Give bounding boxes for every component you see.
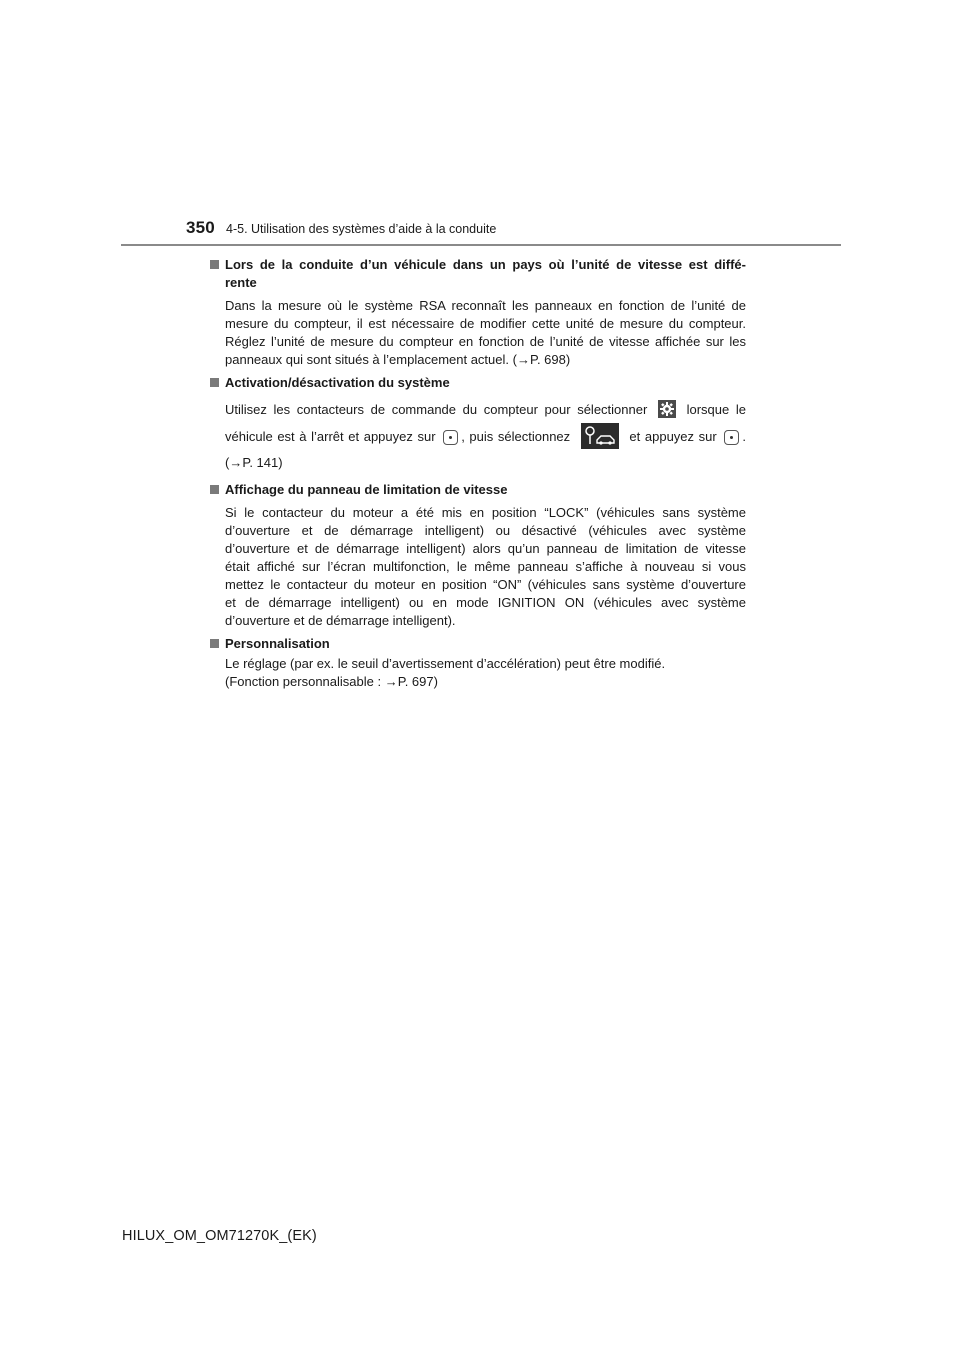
- body-line: d’ouverture et de démarrage intelligent).: [225, 613, 456, 628]
- ok-button-icon: [724, 430, 739, 445]
- section-activation: [210, 374, 746, 476]
- body-text: .: [742, 429, 746, 444]
- body-line: Dans la mesure où le système RSA reconnaît les panneaux en fonction de l’unité de: [225, 298, 746, 313]
- square-bullet-icon: [210, 260, 219, 269]
- body-line: et de démarrage intelligent) ou en mode IGNITION ON (véhicules avec système: [225, 595, 746, 610]
- body-line: Si le contacteur du moteur a été mis en position “LOCK” (véhicules sans système: [225, 505, 746, 520]
- heading-text: Activation/désactivation du système: [225, 375, 450, 390]
- body-text: véhicule est à l’arrêt et appuyez sur: [225, 429, 436, 444]
- content: [210, 256, 746, 696]
- section-heading: [210, 481, 746, 499]
- body-text: lorsque le: [686, 402, 746, 417]
- rsa-setting-icon: [581, 423, 619, 449]
- body-text: Utilisez les contacteurs de commande du compteur pour sélectionner: [225, 402, 648, 417]
- body-line: (→P. 141): [225, 455, 283, 470]
- gear-icon: [658, 400, 676, 418]
- document-code: HILUX_OM_OM71270K_(EK): [122, 1228, 317, 1244]
- body-line: était affiché sur l’écran multifonction, le même panneau s’affiche à nouveau si vous: [225, 559, 746, 574]
- section-customization: [210, 635, 746, 691]
- square-bullet-icon: [210, 639, 219, 648]
- body-line: Le réglage (par ex. le seuil d’avertissement d’accélération) peut être modifié.: [225, 656, 666, 671]
- header-rule: [121, 244, 841, 246]
- heading-line: Lors de la conduite d’un véhicule dans un pays où l’unité de vitesse est diffé-: [225, 257, 746, 272]
- section-sign-display: [210, 481, 746, 630]
- body-line: [225, 397, 746, 423]
- body-line: [225, 423, 746, 450]
- square-bullet-icon: [210, 378, 219, 387]
- body-line: d’ouverture et de démarrage intelligent) ou désactivé (véhicules avec système: [225, 523, 746, 538]
- section-heading: [210, 635, 746, 653]
- section-heading: [210, 256, 746, 292]
- body-line: d’ouverture et de démarrage intelligent) alors qu’un panneau de limitation de vitesse: [225, 541, 746, 556]
- body-line: (Fonction personnalisable : →P. 697): [225, 674, 438, 689]
- heading-text: Personnalisation: [225, 636, 330, 651]
- body-line: mesure du compteur, il est nécessaire de modifier cette unité de mesure du compteur.: [225, 316, 746, 331]
- section-body: [210, 397, 746, 476]
- section-body: [210, 297, 746, 369]
- square-bullet-icon: [210, 485, 219, 494]
- body-line: Réglez l’unité de mesure du compteur en fonction de l’unité de vitesse affichée sur les: [225, 334, 746, 349]
- body-line: panneaux qui sont situés à l’emplacement actuel. (→P. 698): [225, 352, 571, 367]
- heading-text: Affichage du panneau de limitation de vitesse: [225, 482, 508, 497]
- ok-button-icon: [443, 430, 458, 445]
- page-number: 350: [186, 218, 215, 237]
- section-body: [210, 504, 746, 630]
- section-speed-unit: [210, 256, 746, 369]
- heading-line: rente: [225, 275, 257, 290]
- section-heading: [210, 374, 746, 392]
- body-line: mettez le contacteur du moteur en position “ON” (véhicules sans système d’ouverture: [225, 577, 746, 592]
- body-text: , puis sélectionnez: [461, 429, 571, 444]
- section-body: [210, 655, 746, 691]
- section-title: 4-5. Utilisation des systèmes d’aide à la conduite: [226, 222, 497, 236]
- body-text: et appuyez sur: [629, 429, 717, 444]
